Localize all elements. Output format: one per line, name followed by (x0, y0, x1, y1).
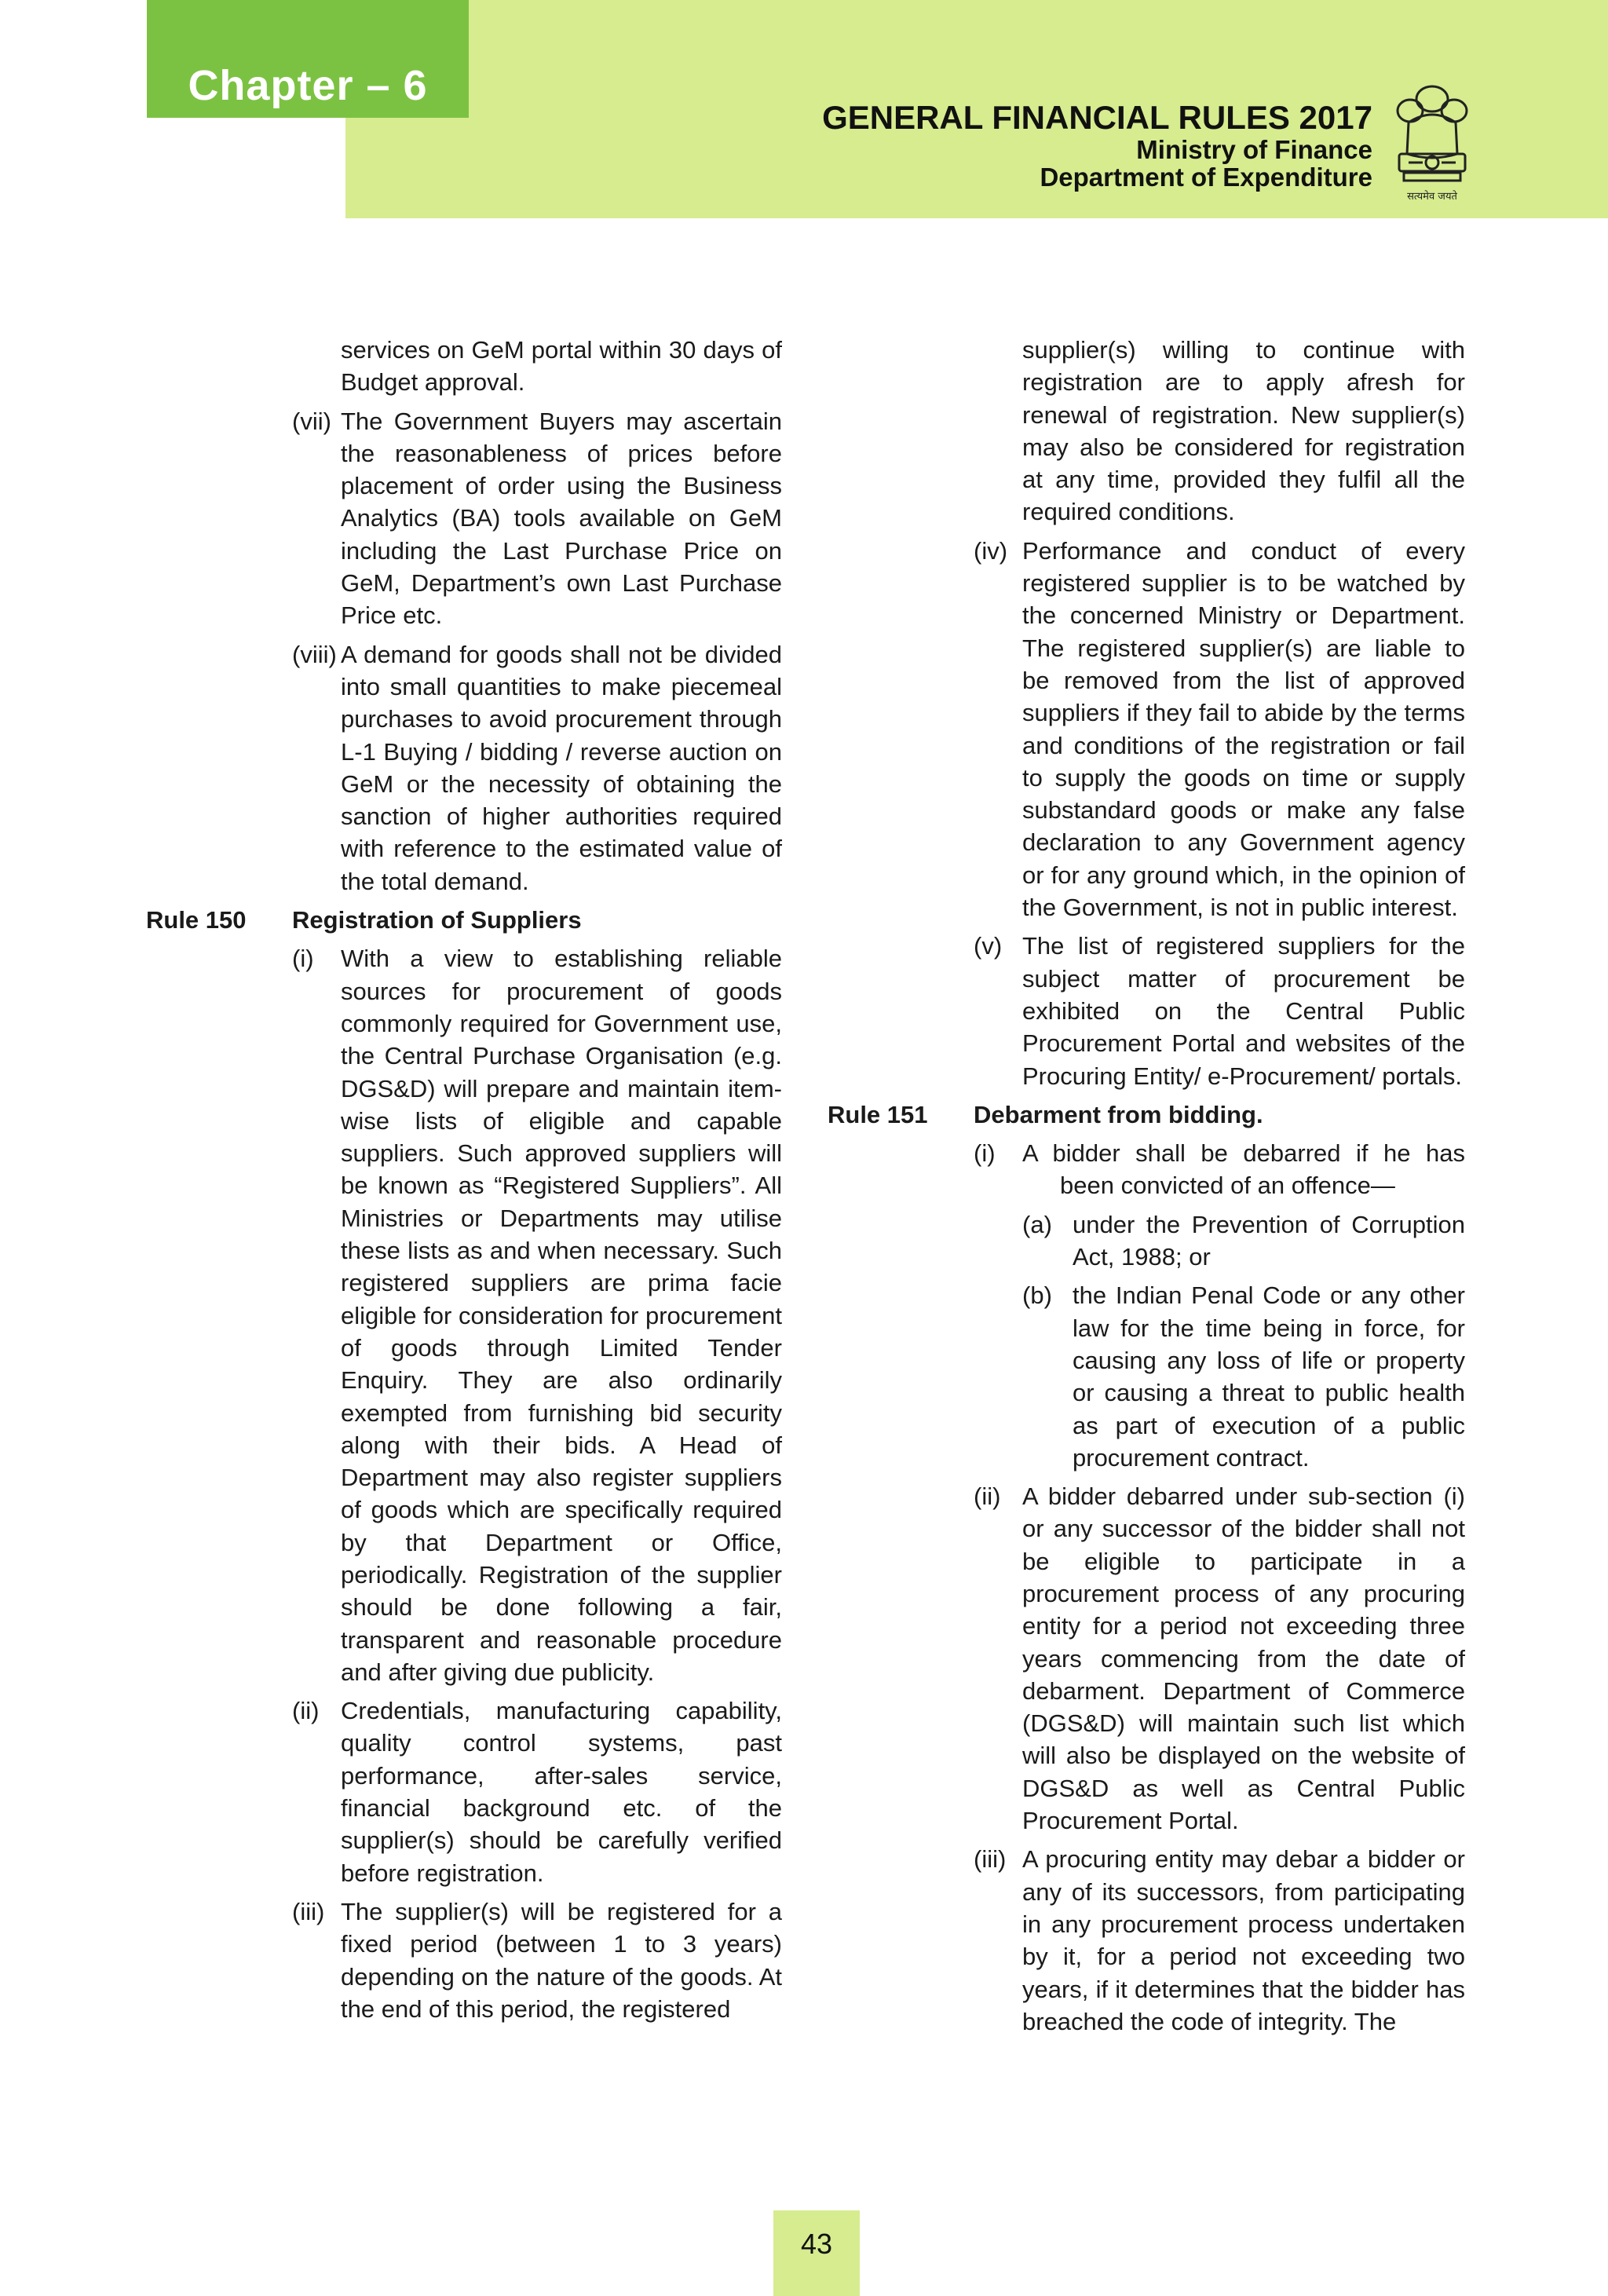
list-item (146, 1896, 782, 2025)
continued-paragraph: services on GeM portal within 30 days of Budget approval. (341, 336, 782, 397)
item-text: A bidder debarred under sub-section (i) or any successor of the bidder shall not be eligible to participate in a procurement process of any procuring entity for a period not exceeding three years commencing from the date of debarment. Department of Commerce (DGS&D) will maintain such list which will also be displayed on the website of DGS&D as well as Central Public Procurement Portal. (1022, 1483, 1465, 1835)
item-number: (i) (292, 945, 314, 973)
item-text: The Government Buyers may ascertain the reasonableness of prices before placement of order using the Business Analytics (BA) tools available on GeM including the Last Purchase Price on GeM, Department’s own Last Purchase Price etc. (341, 407, 782, 630)
chapter-box (147, 0, 469, 118)
list-item (828, 1843, 1465, 2038)
item-number: (iii) (974, 1845, 1007, 1874)
item-text: Performance and conduct of every registered supplier is to be watched by the concerned Ministry or Department. The registered supplier(s) are liable to be removed from the list of approved suppliers if they fail to abide by the terms and conditions of the registration or fail to supply the goods on time or supply substandard goods or make any false declaration to any Government agency or for any ground which, in the opinion of the Government, is not in public interest. (1022, 536, 1465, 922)
rule-number: Rule 150 (146, 906, 247, 934)
list-item (828, 1480, 1465, 1837)
chapter-title: Chapter – 6 (188, 62, 428, 109)
item-text: The supplier(s) will be registered for a fixed period (between 1 to 3 years) depending on the nature of the goods. At the end of this period, the registered (341, 1897, 782, 2023)
sub-item (828, 1279, 1465, 1474)
sub-item-number: (a) (1022, 1210, 1052, 1238)
rule-heading (146, 904, 782, 936)
ministry-label: Ministry of Finance (1136, 135, 1372, 164)
sub-item-text: under the Prevention of Corruption Act, 1988; or (1073, 1210, 1465, 1271)
rule-number: Rule 151 (828, 1100, 928, 1128)
rule-title: Debarment from bidding. (974, 1100, 1263, 1128)
item-text: The list of registered suppliers for the subject matter of procurement be exhibited on the Central Public Procurement Portal and websites of the Procuring Entity/ e-Procurement/ portals. (1022, 932, 1465, 1090)
sub-item-text: the Indian Penal Code or any other law for the time being in force, for causing any loss of life or property or causing a threat to public health as part of execution of a public procurement contract. (1073, 1281, 1465, 1472)
list-item (146, 1695, 782, 1889)
document-title: GENERAL FINANCIAL RULES 2017 (822, 99, 1372, 136)
item-number: (vii) (292, 407, 331, 435)
sub-item (828, 1208, 1465, 1274)
list-item (146, 942, 782, 1688)
item-number: (iii) (292, 1897, 325, 1925)
left-column (146, 334, 782, 2031)
list-item (828, 535, 1465, 924)
item-text: Credentials, manufacturing capability, quality control systems, past performance, after-sales service, financial background etc. of the supplier(s) should be carefully verified before registration. (341, 1697, 782, 1887)
list-item (146, 638, 782, 898)
right-column (828, 334, 1465, 2044)
item-text: With a view to establishing reliable sources for procurement of goods commonly required for Government use, the Central Purchase Organisation (e.g. DGS&D) will prepare and maintain item-wise lists of eligible and capable suppliers. Such approved suppliers will be known as “Registered Suppliers”. All Ministries or Departments may utilise these lists as and when necessary. Such registered suppliers are prima facie eligible for consideration for procurement of goods through Limited Tender Enquiry. They are also ordinarily exempted from furnishing bid security along with their bids. A Head of Department may also register suppliers of goods which are specifically required by that Department or Office, periodically. Registration of the supplier should be done following a fair, transparent and reasonable procedure and after giving due publicity. (341, 945, 782, 1686)
sub-item-number: (b) (1022, 1281, 1052, 1310)
continued-paragraph: supplier(s) willing to continue with registration are to apply afresh for renewal of registration. New supplier(s) may also be considered for registration at any time, provided they fulfil all the required conditions. (1022, 336, 1465, 526)
national-emblem-icon (1385, 75, 1479, 209)
item-number: (v) (974, 932, 1003, 960)
item-text: A demand for goods shall not be divided into small quantities to make piecemeal purchases to avoid procurement through L-1 Buying / bidding / reverse auction on GeM or the necessity of obtaining the sanction of higher authorities required with reference to the estimated value of the total demand. (341, 640, 782, 895)
item-text: A bidder shall be debarred if he has been convicted of an offence— (1022, 1139, 1465, 1200)
department-label: Department of Expenditure (1040, 163, 1372, 192)
item-number: (ii) (974, 1483, 1001, 1511)
list-item (828, 930, 1465, 1091)
page-number: 43 (800, 2228, 833, 2260)
item-text: A procuring entity may debar a bidder or any of its successors, from participating in any procurement process undertaken by it, for a period not exceeding two years, if it determines that the bidder has breached the code of integrity. The (1022, 1845, 1465, 2035)
item-number: (ii) (292, 1697, 320, 1725)
rule-heading (828, 1099, 1465, 1131)
list-item (146, 405, 782, 632)
rule-title: Registration of Suppliers (292, 906, 582, 934)
list-item (828, 1137, 1465, 1202)
item-number: (viii) (292, 640, 337, 668)
item-number: (iv) (974, 536, 1008, 565)
page-number-box (773, 2210, 860, 2296)
emblem-motto: सत्यमेव जयते (1407, 191, 1457, 203)
item-number: (i) (974, 1139, 996, 1168)
